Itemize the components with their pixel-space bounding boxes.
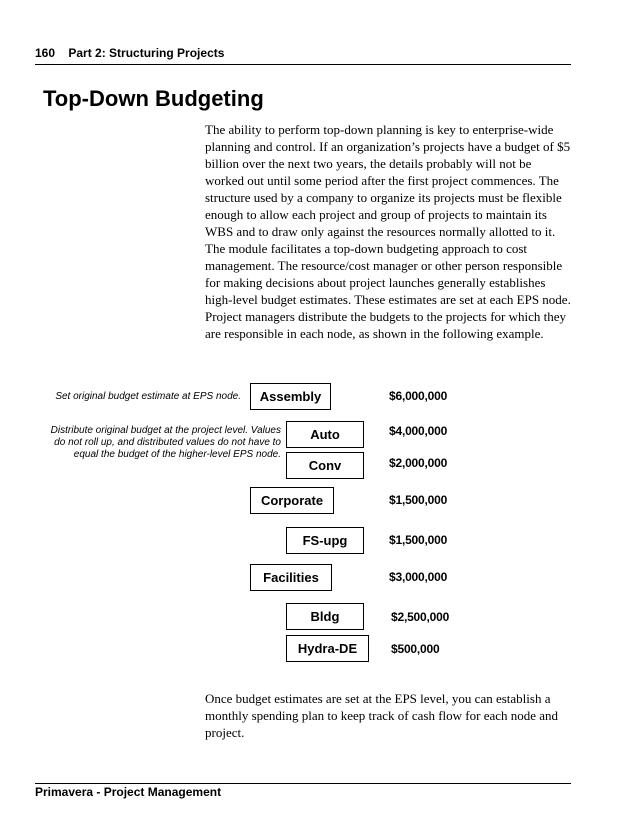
module-paragraph: The module facilitates a top-down budgeting approach to cost management. The resource/cost manager or other person responsible for making decisions about project launches generally establishes high-level budget estimates. These estimates are set at each EPS node. Project managers distribute the budgets to the projects for which they are responsible in each node, as shown in the following example. bbox=[205, 241, 571, 341]
budget-amount-facilities: $3,000,000 bbox=[389, 570, 448, 584]
budget-amount-bldg: $2,500,000 bbox=[391, 610, 450, 624]
budget-amount-conv: $2,000,000 bbox=[389, 456, 448, 470]
budget-amount-fs-upg: $1,500,000 bbox=[389, 533, 448, 547]
budget-amount-assembly: $6,000,000 bbox=[389, 389, 448, 403]
intro-paragraph: The ability to perform top-down planning is key to enterprise-wide planning and control. If an organization’s projects have a budget of $5 billion over the next two years, the details probably will not be worked out until some period after the first project commences. The structure used by a company to organize its projects must be flexible enough to allow each project and group of projects to maintain its WBS and to draw only against the resources normally allotted to it. bbox=[205, 122, 571, 239]
section-title: Part 2: Structuring Projects bbox=[68, 46, 225, 60]
budget-amount-corporate: $1,500,000 bbox=[389, 493, 448, 507]
diagram-note-project: Distribute original budget at the project level. Values do not roll up, and distributed values do not have to equal the budget of the higher-level EPS node. bbox=[50, 425, 281, 460]
footer-rule bbox=[35, 783, 571, 784]
project-node-auto: Auto bbox=[286, 421, 364, 448]
running-footer: Primavera - Project Management bbox=[35, 785, 222, 799]
budget-amount-auto: $4,000,000 bbox=[389, 424, 448, 438]
project-node-bldg: Bldg bbox=[286, 603, 364, 630]
closing-paragraph: Once budget estimates are set at the EPS level, you can establish a monthly spending plan to keep track of cash flow for each node and project. bbox=[205, 691, 559, 740]
budget-amount-hydra-de: $500,000 bbox=[391, 642, 440, 656]
project-node-conv: Conv bbox=[286, 452, 364, 479]
page-number: 160 bbox=[35, 46, 56, 60]
eps-node-corporate: Corporate bbox=[250, 487, 334, 514]
eps-node-facilities: Facilities bbox=[250, 564, 332, 591]
header-rule bbox=[35, 64, 571, 65]
project-node-hydra-de: Hydra-DE bbox=[286, 635, 369, 662]
page-title: Top-Down Budgeting bbox=[43, 86, 264, 111]
diagram-note-eps: Set original budget estimate at EPS node. bbox=[55, 391, 241, 402]
eps-node-assembly: Assembly bbox=[250, 383, 331, 410]
running-header bbox=[35, 46, 224, 60]
project-node-fs-upg: FS-upg bbox=[286, 527, 364, 554]
